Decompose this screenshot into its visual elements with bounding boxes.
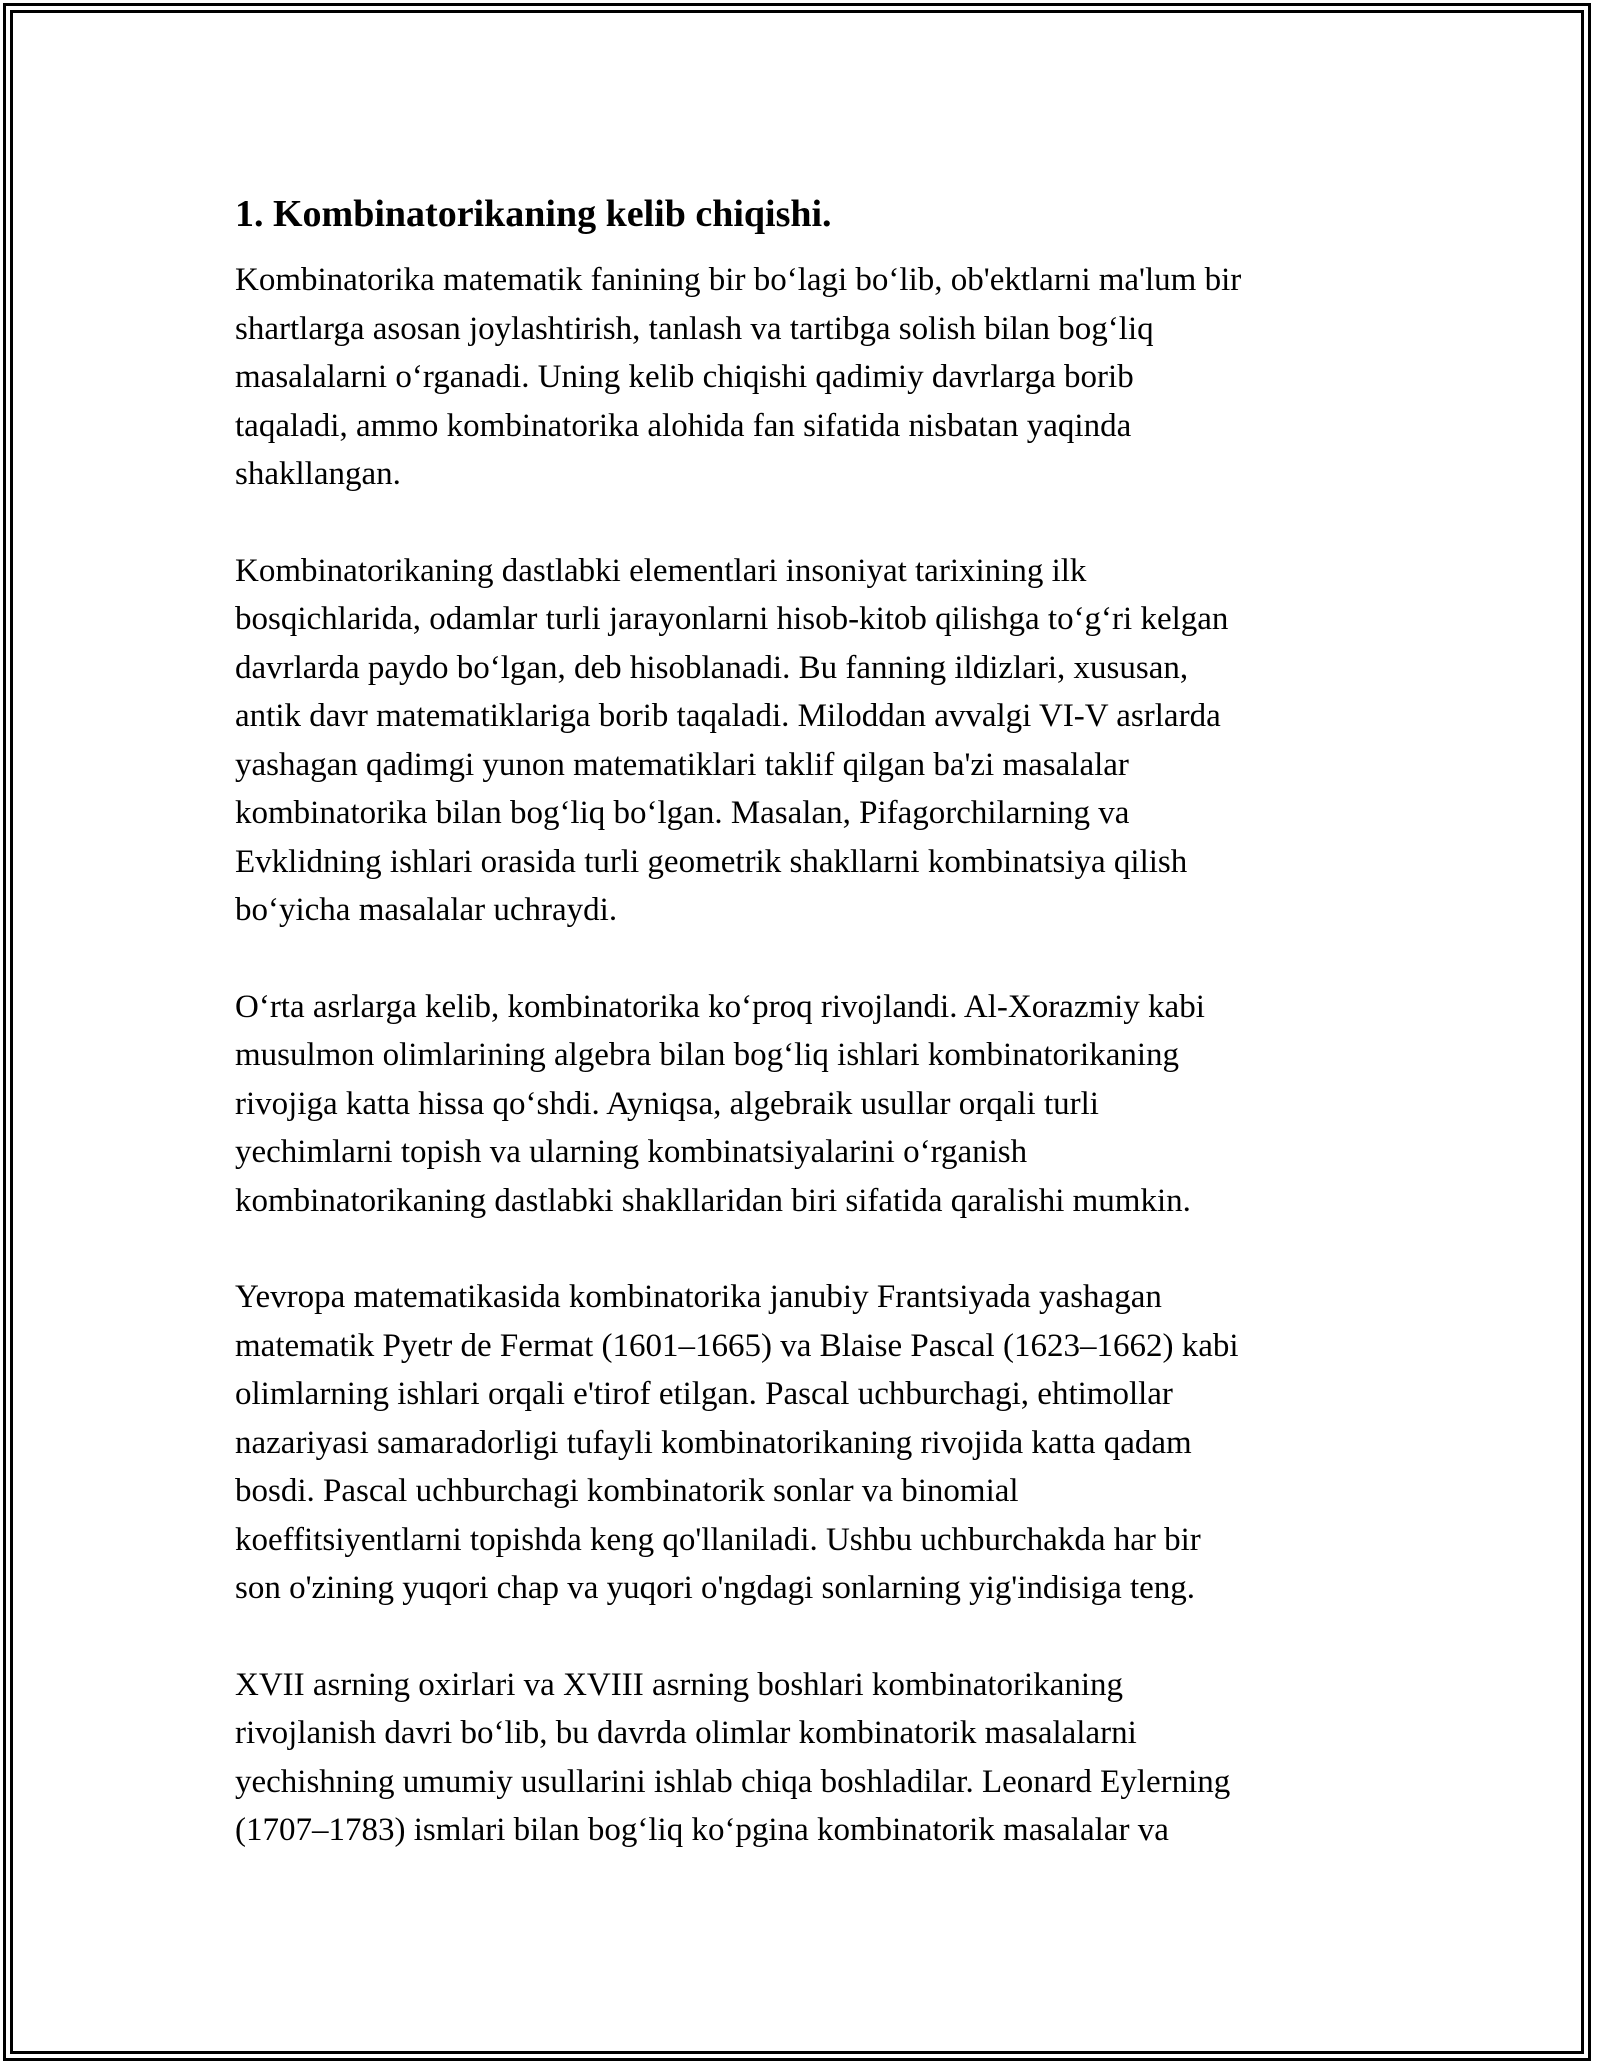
- document-body: [235, 190, 1375, 1903]
- paragraph-2: Kombinatorikaning dastlabki elementlari insoniyat tarixining ilk bosqichlarida, odamlar turli jarayonlarni hisob-kitob qilishga to‘g‘ri kelgan davrlarda paydo bo‘lgan, deb hisoblanadi. Bu fanning ildizlari, xususan, antik davr matematiklariga borib taqaladi. Miloddan avvalgi VI-V asrlarda yashagan qadimgi yunon matematiklari taklif qilgan ba'zi masalalar kombinatorika bilan bog‘liq bo‘lgan. Masalan, Pifagorchilarning va Evklidning ishlari orasida turli geometrik shakllarni kombinatsiya qilish bo‘yicha masalalar uchraydi.: [235, 552, 1229, 928]
- paragraph-1: Kombinatorika matematik fanining bir bo‘lagi bo‘lib, ob'ektlarni ma'lum bir shartlarga asosan joylashtirish, tanlash va tartibga solish bilan bog‘liq masalalarni o‘rganadi. Uning kelib chiqishi qadimiy davrlarga borib taqaladi, ammo kombinatorika alohida fan sifatida nisbatan yaqinda shakllangan.: [235, 262, 1242, 492]
- paragraph-5: XVII asrning oxirlari va XVIII asrning boshlari kombinatorikaning rivojlanish davri bo‘lib, bu davrda olimlar kombinatorik masalalarni yechishning umumiy usullarini ishlab chiqa boshladilar. Leonard Eylerning (1707–1783) ismlari bilan bog‘liq ko‘pgina kombinatorik masalalar va: [235, 1666, 1231, 1848]
- paragraph-4: Yevropa matematikasida kombinatorika janubiy Frantsiyada yashagan matematik Pyetr de Fermat (1601–1665) va Blaise Pascal (1623–1662) kabi olimlarning ishlari orqali e'tirof etilgan. Pascal uchburchagi, ehtimollar nazariyasi samaradorligi tufayli kombinatorikaning rivojida katta qadam bosdi. Pascal uchburchagi kombinatorik sonlar va binomial koeffitsiyentlarni topishda keng qo'llaniladi. Ushbu uchburchakda har bir son o'zining yuqori chap va yuqori o'ngdagi sonlarning yig'indisiga teng.: [235, 1279, 1239, 1606]
- section-title: 1. Kombinatorikaning kelib chiqishi.: [235, 193, 832, 235]
- paragraph-3: O‘rta asrlarga kelib, kombinatorika ko‘proq rivojlandi. Al-Xorazmiy kabi musulmon olimlarining algebra bilan bog‘liq ishlari kombinatorikaning rivojiga katta hissa qo‘shdi. Ayniqsa, algebraik usullar orqali turli yechimlarni topish va ularning kombinatsiyalarini o‘rganish kombinatorikaning dastlabki shakllaridan biri sifatida qaralishi mumkin.: [235, 988, 1205, 1219]
